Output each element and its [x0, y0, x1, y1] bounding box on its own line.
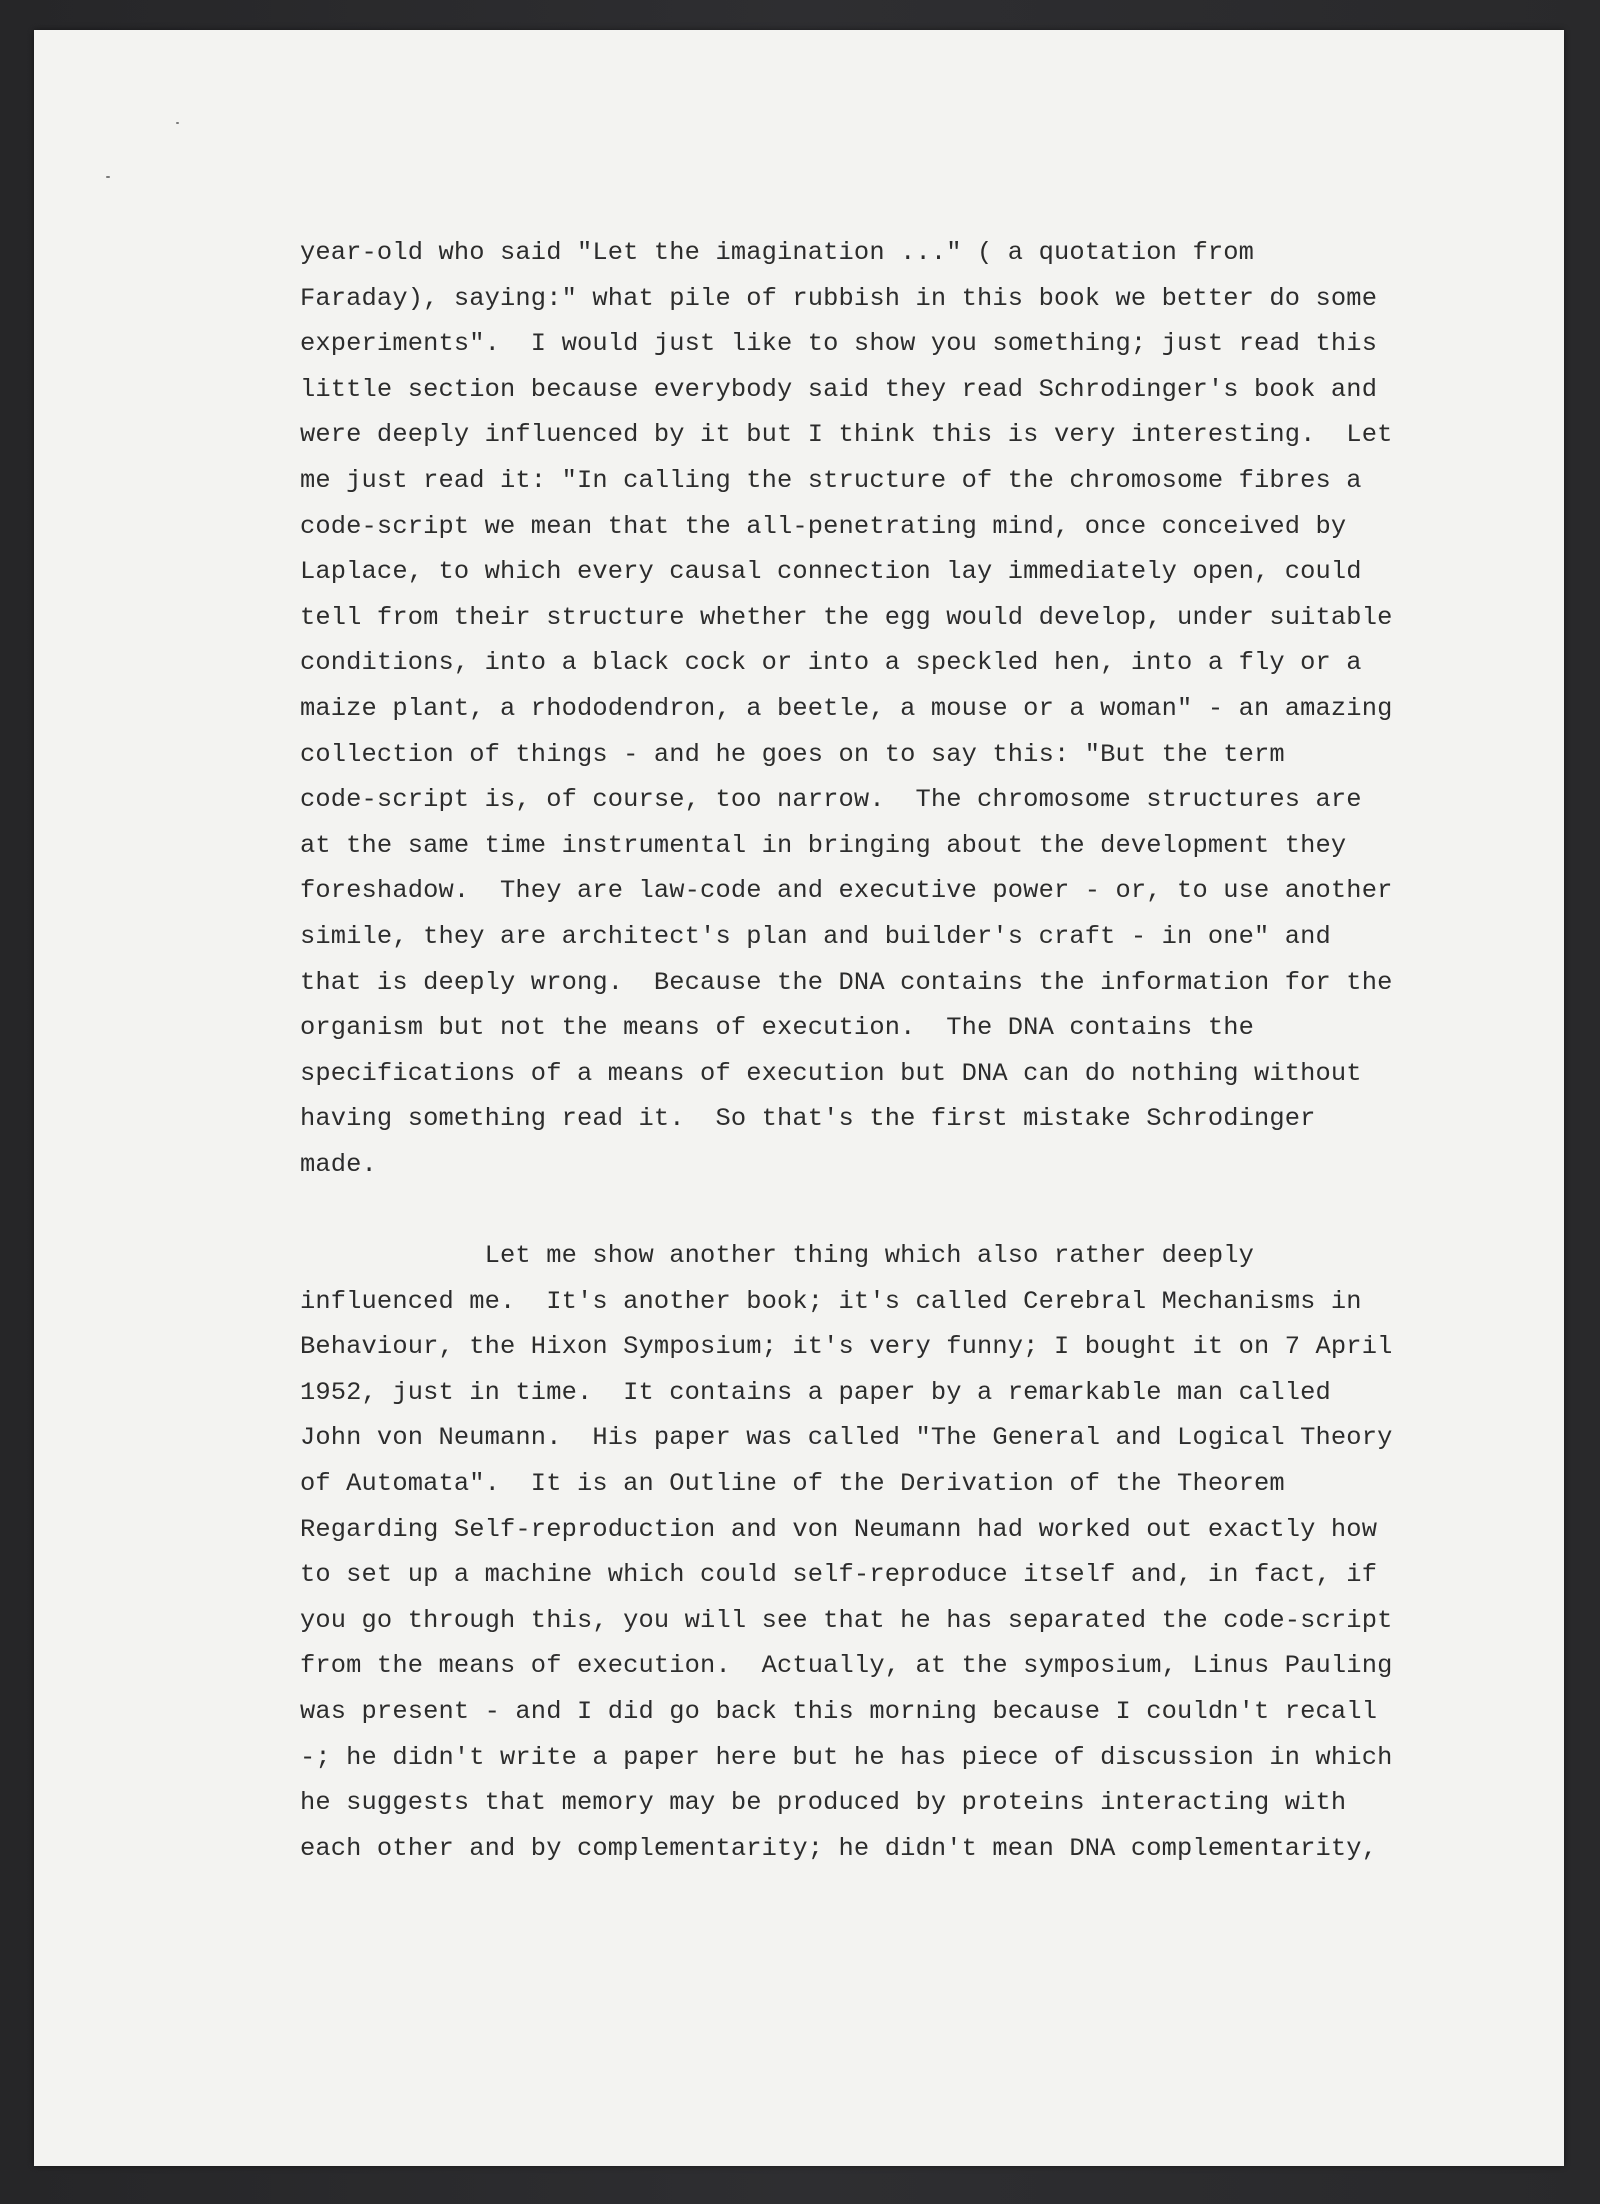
text-line: having something read it. So that's the first mistake Schrodinger — [300, 1104, 1316, 1134]
text-line: he suggests that memory may be produced by proteins interacting with — [300, 1788, 1347, 1818]
text-line: foreshadow. They are law-code and executive power - or, to use another — [300, 876, 1393, 906]
text-line: experiments". I would just like to show you something; just read this — [300, 329, 1378, 359]
text-line: -; he didn't write a paper here but he has piece of discussion in which — [300, 1742, 1393, 1772]
text-line: from the means of execution. Actually, at the symposium, Linus Pauling — [300, 1651, 1393, 1681]
text-line: Laplace, to which every causal connection lay immediately open, could — [300, 557, 1362, 587]
text-line: tell from their structure whether the egg would develop, under suitable — [300, 602, 1393, 632]
text-line: collection of things - and he goes on to say this: "But the term — [300, 739, 1285, 769]
text-line: little section because everybody said they read Schrodinger's book and — [300, 374, 1378, 404]
text-line: were deeply influenced by it but I think this is very interesting. Let — [300, 420, 1393, 450]
text-line: Regarding Self-reproduction and von Neumann had worked out exactly how — [300, 1514, 1378, 1544]
text-line: conditions, into a black cock or into a speckled hen, into a fly or a — [300, 648, 1362, 678]
text-line: simile, they are architect's plan and builder's craft - in one" and — [300, 921, 1331, 951]
text-line: Faraday), saying:" what pile of rubbish in this book we better do some — [300, 283, 1378, 313]
text-line: year-old who said "Let the imagination ..." ( a quotation from — [300, 238, 1254, 267]
text-line: that is deeply wrong. Because the DNA contains the information for the — [300, 967, 1393, 997]
paragraph — [300, 230, 1420, 1187]
document-body — [300, 230, 1420, 1871]
text-line: to set up a machine which could self-reproduce itself and, in fact, if — [300, 1560, 1378, 1590]
text-line: Let me show another thing which also rather deeply — [300, 1241, 1254, 1271]
text-line: John von Neumann. His paper was called "The General and Logical Theory — [300, 1423, 1393, 1453]
paper-speck — [176, 122, 179, 124]
text-line: each other and by complementarity; he didn't mean DNA complementarity, — [300, 1833, 1378, 1863]
text-line: influenced me. It's another book; it's called Cerebral Mechanisms in — [300, 1286, 1362, 1316]
text-line: at the same time instrumental in bringing about the development they — [300, 830, 1347, 860]
text-line: you go through this, you will see that he has separated the code-script — [300, 1605, 1393, 1635]
text-line: code-script we mean that the all-penetrating mind, once conceived by — [300, 511, 1347, 541]
text-line: maize plant, a rhododendron, a beetle, a mouse or a woman" - an amazing — [300, 693, 1393, 723]
text-line: of Automata". It is an Outline of the Derivation of the Theorem — [300, 1469, 1285, 1499]
paragraph-gap — [300, 1187, 1420, 1233]
text-line: me just read it: "In calling the structure of the chromosome fibres a — [300, 465, 1362, 495]
paper-speck — [106, 176, 110, 178]
text-line: Behaviour, the Hixon Symposium; it's very funny; I bought it on 7 April — [300, 1332, 1393, 1362]
text-line: organism but not the means of execution. The DNA contains the — [300, 1013, 1254, 1043]
text-line: code-script is, of course, too narrow. The chromosome structures are — [300, 785, 1362, 815]
text-line: 1952, just in time. It contains a paper by a remarkable man called — [300, 1377, 1331, 1407]
paragraph — [300, 1233, 1420, 1871]
text-line: specifications of a means of execution but DNA can do nothing without — [300, 1058, 1362, 1088]
text-line: made. — [300, 1149, 377, 1179]
text-line: was present - and I did go back this morning because I couldn't recall — [300, 1697, 1378, 1726]
